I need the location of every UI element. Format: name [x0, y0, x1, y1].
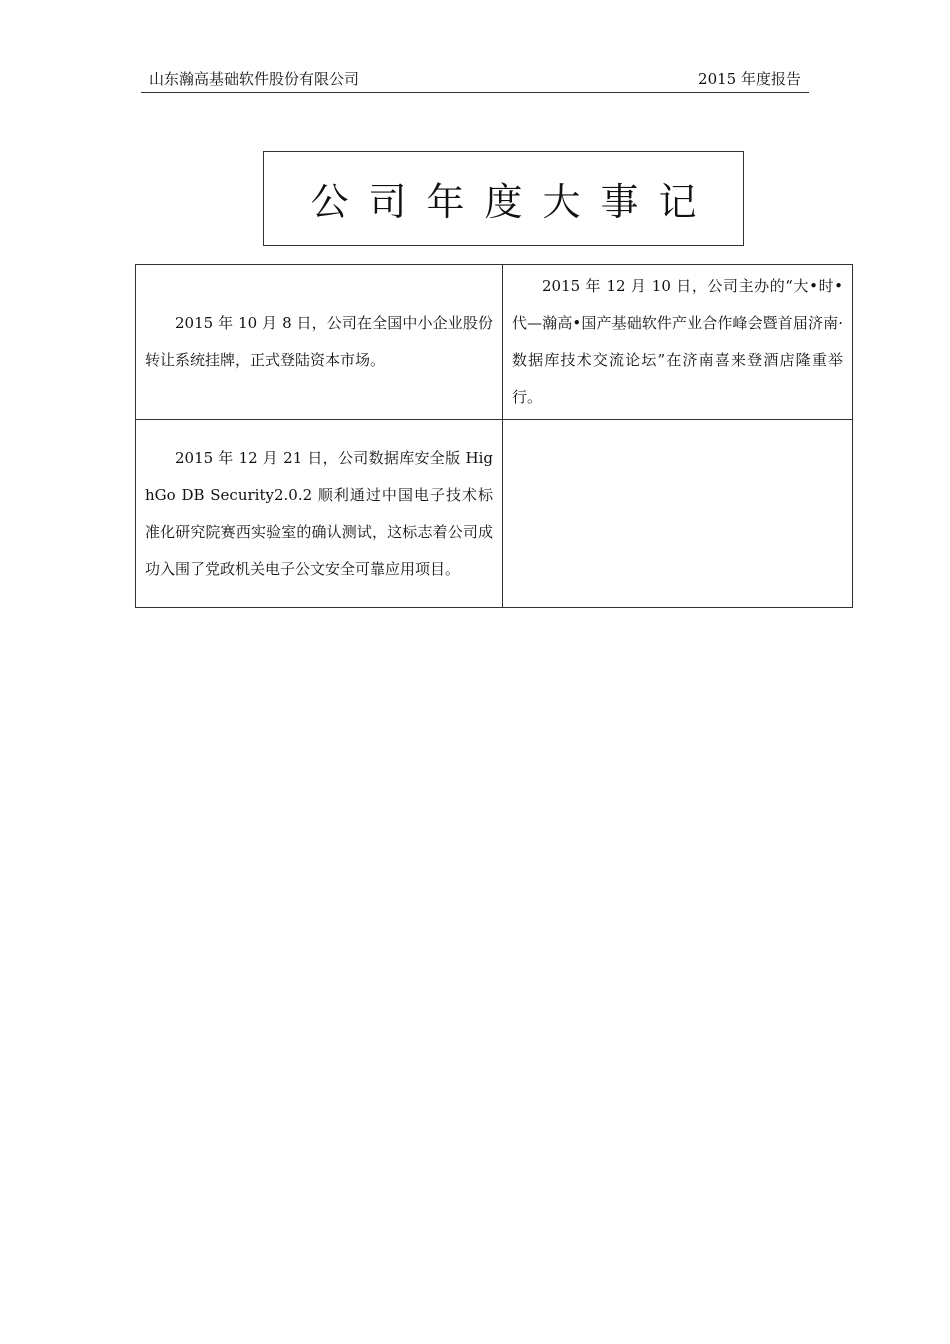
- section-title: 公司年度大事记: [310, 180, 717, 224]
- company-name: 山东瀚高基础软件股份有限公司: [149, 70, 360, 88]
- table-row: [136, 420, 853, 608]
- event-cell: 2015 年 12 月 10 日，公司主办的“大•时•代—瀚高•国产基础软件产业合作峰会暨首届济南·数据库技术交流论坛”在济南喜来登酒店隆重举行。: [503, 265, 853, 420]
- page-header: [141, 66, 809, 93]
- table-row: [136, 265, 853, 420]
- empty-event-cell: [503, 420, 853, 608]
- events-table: [135, 264, 853, 608]
- section-title-box: [263, 151, 744, 246]
- event-cell: 2015 年 12 月 21 日，公司数据库安全版 HighGo DB Security2.0.2 顺利通过中国电子技术标准化研究院赛西实验室的确认测试，这标志着公司成功入围了党政机关电子公文安全可靠应用项目。: [136, 420, 503, 608]
- report-title: 2015 年度报告: [698, 70, 801, 88]
- event-cell: 2015 年 10 月 8 日，公司在全国中小企业股份转让系统挂牌，正式登陆资本市场。: [136, 265, 503, 420]
